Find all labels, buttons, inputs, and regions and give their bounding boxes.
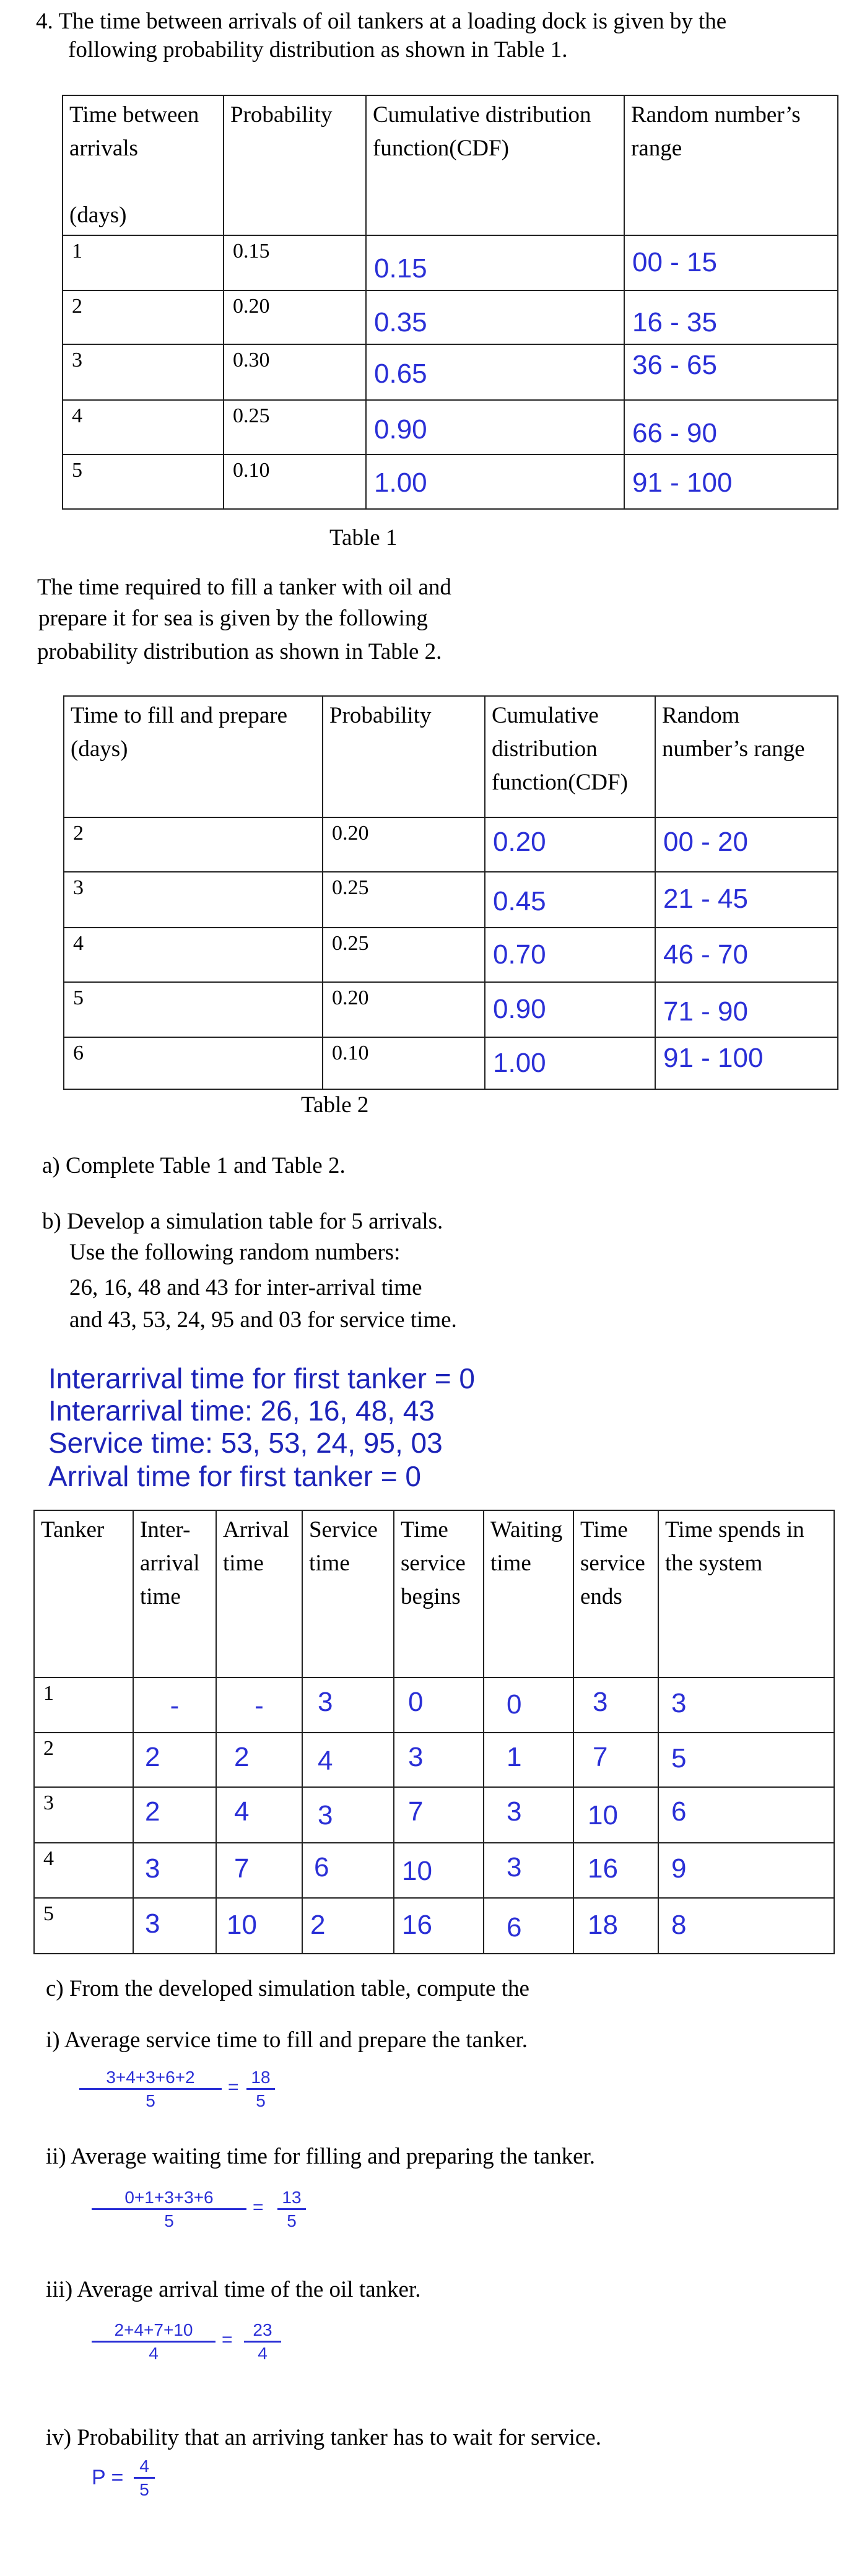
table-row [63, 344, 838, 400]
sim-cell-inter: 3 [133, 1843, 216, 1898]
sim-cell-ends: 10 [573, 1787, 658, 1843]
sim-cell-waiting: 3 [484, 1787, 573, 1843]
sim-cell-tanker: 2 [34, 1733, 133, 1787]
part-c-iii-equals: = [222, 2330, 233, 2350]
sim-cell-waiting: 6 [484, 1898, 573, 1954]
part-c-iv-result [134, 2456, 155, 2501]
sim-header-arrival: Arrival time [216, 1510, 302, 1677]
fill-text-line2: prepare it for sea is given by the following [38, 606, 428, 631]
part-c-i-denominator: 5 [146, 2091, 155, 2110]
part-c-ii-result-num: 13 [282, 2188, 302, 2207]
table-1-cell-cdf: 1.00 [366, 455, 624, 509]
sim-cell-system: 9 [658, 1843, 834, 1898]
table-2-cell-cdf: 1.00 [485, 1037, 655, 1089]
simulation-table [33, 1510, 835, 1954]
table-2 [63, 695, 838, 1090]
table-2-header-time: Time to fill and prepare (days) [64, 696, 323, 817]
note-service-randoms: Service time: 53, 53, 24, 95, 03 [48, 1427, 443, 1459]
table-1-cell-time: 5 [63, 455, 224, 509]
table-2-cell-range: 00 - 20 [655, 817, 838, 872]
table-row [34, 1733, 834, 1787]
table-1-cell-range: 66 - 90 [624, 400, 838, 455]
part-c: c) From the developed simulation table, compute the [46, 1976, 529, 2001]
part-c-i-result-num: 18 [251, 2068, 271, 2087]
part-c-ii-question: ii) Average waiting time for filling and preparing the tanker. [46, 2144, 596, 2169]
question-intro-line2: following probability distribution as shown in Table 1. [68, 37, 568, 63]
table-1-header-cdf: Cumulative distribution function(CDF) [366, 95, 624, 235]
table-2-header-row [64, 696, 838, 817]
table-row [64, 1037, 838, 1089]
table-1-cell-cdf: 0.35 [366, 290, 624, 344]
part-c-i-question: i) Average service time to fill and prepare the tanker. [46, 2027, 528, 2053]
note-first-arrival: Arrival time for first tanker = 0 [48, 1460, 421, 1492]
table-2-cell-prob: 0.25 [323, 872, 485, 928]
sim-cell-waiting: 1 [484, 1733, 573, 1787]
table-row [64, 872, 838, 928]
table-1 [62, 95, 838, 510]
table-2-cell-cdf: 0.90 [485, 982, 655, 1037]
table-1-cell-range: 00 - 15 [624, 235, 838, 290]
table-2-cell-range: 91 - 100 [655, 1037, 838, 1089]
sim-cell-system: 6 [658, 1787, 834, 1843]
sim-cell-inter: 2 [133, 1787, 216, 1843]
fill-text-line1: The time required to fill a tanker with oil and [37, 575, 451, 600]
table-2-cell-prob: 0.20 [323, 982, 485, 1037]
sim-cell-begins: 16 [394, 1898, 484, 1954]
table-2-cell-cdf: 0.20 [485, 817, 655, 872]
table-1-cell-time: 3 [63, 344, 224, 400]
table-2-cell-time: 5 [64, 982, 323, 1037]
part-c-ii-equals: = [253, 2197, 264, 2217]
sim-cell-arrival: 7 [216, 1843, 302, 1898]
table-row [64, 817, 838, 872]
table-row [34, 1898, 834, 1954]
part-c-iv-result-den: 5 [139, 2480, 149, 2499]
table-2-cell-prob: 0.25 [323, 928, 485, 982]
table-1-cell-cdf: 0.90 [366, 400, 624, 455]
table-1-cell-cdf: 0.65 [366, 344, 624, 400]
part-c-iv-label: P = [92, 2466, 124, 2489]
table-2-header-cdf: Cumulative distribution function(CDF) [485, 696, 655, 817]
table-1-caption: Table 1 [329, 525, 398, 550]
table-2-cell-prob: 0.20 [323, 817, 485, 872]
table-1-cell-prob: 0.10 [224, 455, 366, 509]
sim-cell-begins: 10 [394, 1843, 484, 1898]
sim-header-tanker: Tanker [34, 1510, 133, 1677]
table-row [64, 982, 838, 1037]
part-c-iii-result-num: 23 [253, 2320, 272, 2339]
note-first-interarrival: Interarrival time for first tanker = 0 [48, 1362, 475, 1395]
note-interarrival-randoms: Interarrival time: 26, 16, 48, 43 [48, 1395, 435, 1427]
part-c-ii-result-den: 5 [287, 2211, 297, 2230]
part-c-iii-result-den: 4 [258, 2344, 268, 2363]
part-c-i-numerator: 3+4+3+6+2 [106, 2068, 195, 2087]
sim-cell-arrival: 4 [216, 1787, 302, 1843]
part-c-i-result-den: 5 [256, 2091, 266, 2110]
sim-cell-tanker: 5 [34, 1898, 133, 1954]
part-c-iii-result [244, 2320, 281, 2365]
part-c-ii-expression [92, 2187, 246, 2232]
sim-cell-begins: 7 [394, 1787, 484, 1843]
part-c-i-equals: = [228, 2077, 239, 2097]
sim-cell-arrival: - [216, 1677, 302, 1733]
part-a: a) Complete Table 1 and Table 2. [42, 1153, 346, 1178]
table-1-cell-range: 16 - 35 [624, 290, 838, 344]
sim-cell-waiting: 0 [484, 1677, 573, 1733]
sim-cell-tanker: 1 [34, 1677, 133, 1733]
sim-cell-inter: 3 [133, 1898, 216, 1954]
table-1-cell-cdf: 0.15 [366, 235, 624, 290]
part-b-line3: 26, 16, 48 and 43 for inter-arrival time [69, 1275, 422, 1300]
sim-cell-begins: 3 [394, 1733, 484, 1787]
table-row [63, 290, 838, 344]
part-c-i-result [246, 2067, 275, 2112]
sim-header-service: Service time [302, 1510, 394, 1677]
table-2-cell-range: 46 - 70 [655, 928, 838, 982]
sim-cell-arrival: 10 [216, 1898, 302, 1954]
sim-header-ends: Time service ends [573, 1510, 658, 1677]
sim-cell-system: 3 [658, 1677, 834, 1733]
table-row [34, 1787, 834, 1843]
table-1-header-time: Time between arrivals (days) [63, 95, 224, 235]
sim-cell-system: 8 [658, 1898, 834, 1954]
table-row [64, 928, 838, 982]
table-1-header-row [63, 95, 838, 235]
table-1-cell-prob: 0.20 [224, 290, 366, 344]
sim-header-system: Time spends in the system [658, 1510, 834, 1677]
sim-cell-service: 4 [302, 1733, 394, 1787]
sim-cell-tanker: 3 [34, 1787, 133, 1843]
table-1-cell-prob: 0.15 [224, 235, 366, 290]
sim-cell-arrival: 2 [216, 1733, 302, 1787]
part-c-i-expression [79, 2067, 222, 2112]
table-2-cell-cdf: 0.45 [485, 872, 655, 928]
table-row [34, 1843, 834, 1898]
table-row [63, 455, 838, 509]
part-c-iii-expression [92, 2320, 215, 2365]
sim-cell-tanker: 4 [34, 1843, 133, 1898]
table-1-cell-prob: 0.30 [224, 344, 366, 400]
table-2-header-range: Random number’s range [655, 696, 838, 817]
table-1-cell-range: 91 - 100 [624, 455, 838, 509]
table-1-cell-time: 2 [63, 290, 224, 344]
sim-cell-service: 3 [302, 1787, 394, 1843]
table-row [63, 235, 838, 290]
table-2-cell-time: 6 [64, 1037, 323, 1089]
table-2-cell-range: 71 - 90 [655, 982, 838, 1037]
table-1-cell-time: 1 [63, 235, 224, 290]
part-c-iii-question: iii) Average arrival time of the oil tanker. [46, 2277, 421, 2302]
question-intro-line1: 4. The time between arrivals of oil tankers at a loading dock is given by the [36, 9, 727, 34]
table-2-cell-time: 3 [64, 872, 323, 928]
table-2-cell-prob: 0.10 [323, 1037, 485, 1089]
table-row [63, 400, 838, 455]
sim-cell-begins: 0 [394, 1677, 484, 1733]
sim-cell-ends: 3 [573, 1677, 658, 1733]
table-1-cell-range: 36 - 65 [624, 344, 838, 400]
table-1-cell-time: 4 [63, 400, 224, 455]
table-1-header-probability: Probability [224, 95, 366, 235]
part-b-line4: and 43, 53, 24, 95 and 03 for service time. [69, 1307, 457, 1333]
sim-cell-inter: - [133, 1677, 216, 1733]
sim-cell-system: 5 [658, 1733, 834, 1787]
simulation-header-row [34, 1510, 834, 1677]
fill-text-line3: probability distribution as shown in Table 2. [37, 639, 442, 664]
table-2-cell-time: 4 [64, 928, 323, 982]
part-b-line2: Use the following random numbers: [69, 1240, 401, 1265]
sim-cell-ends: 7 [573, 1733, 658, 1787]
part-c-iv-result-num: 4 [139, 2456, 149, 2476]
part-c-iii-denominator: 4 [149, 2344, 159, 2363]
sim-cell-service: 6 [302, 1843, 394, 1898]
sim-cell-inter: 2 [133, 1733, 216, 1787]
sim-header-waiting: Waiting time [484, 1510, 573, 1677]
table-1-cell-prob: 0.25 [224, 400, 366, 455]
part-c-iv-question: iv) Probability that an arriving tanker has to wait for service. [46, 2425, 601, 2450]
sim-cell-ends: 16 [573, 1843, 658, 1898]
part-c-iii-numerator: 2+4+7+10 [114, 2320, 193, 2339]
table-2-cell-cdf: 0.70 [485, 928, 655, 982]
table-2-caption: Table 2 [301, 1092, 369, 1118]
part-c-ii-numerator: 0+1+3+3+6 [124, 2188, 214, 2207]
sim-cell-service: 2 [302, 1898, 394, 1954]
sim-cell-service: 3 [302, 1677, 394, 1733]
table-row [34, 1677, 834, 1733]
sim-header-begins: Time service begins [394, 1510, 484, 1677]
table-2-cell-range: 21 - 45 [655, 872, 838, 928]
part-b-line1: b) Develop a simulation table for 5 arrivals. [42, 1209, 443, 1234]
sim-cell-waiting: 3 [484, 1843, 573, 1898]
table-1-header-range: Random number’s range [624, 95, 838, 235]
sim-header-inter-arrival: Inter-arrival time [133, 1510, 216, 1677]
table-2-header-probability: Probability [323, 696, 485, 817]
table-2-cell-time: 2 [64, 817, 323, 872]
part-c-ii-result [277, 2187, 306, 2232]
part-c-ii-denominator: 5 [164, 2211, 174, 2230]
sim-cell-ends: 18 [573, 1898, 658, 1954]
